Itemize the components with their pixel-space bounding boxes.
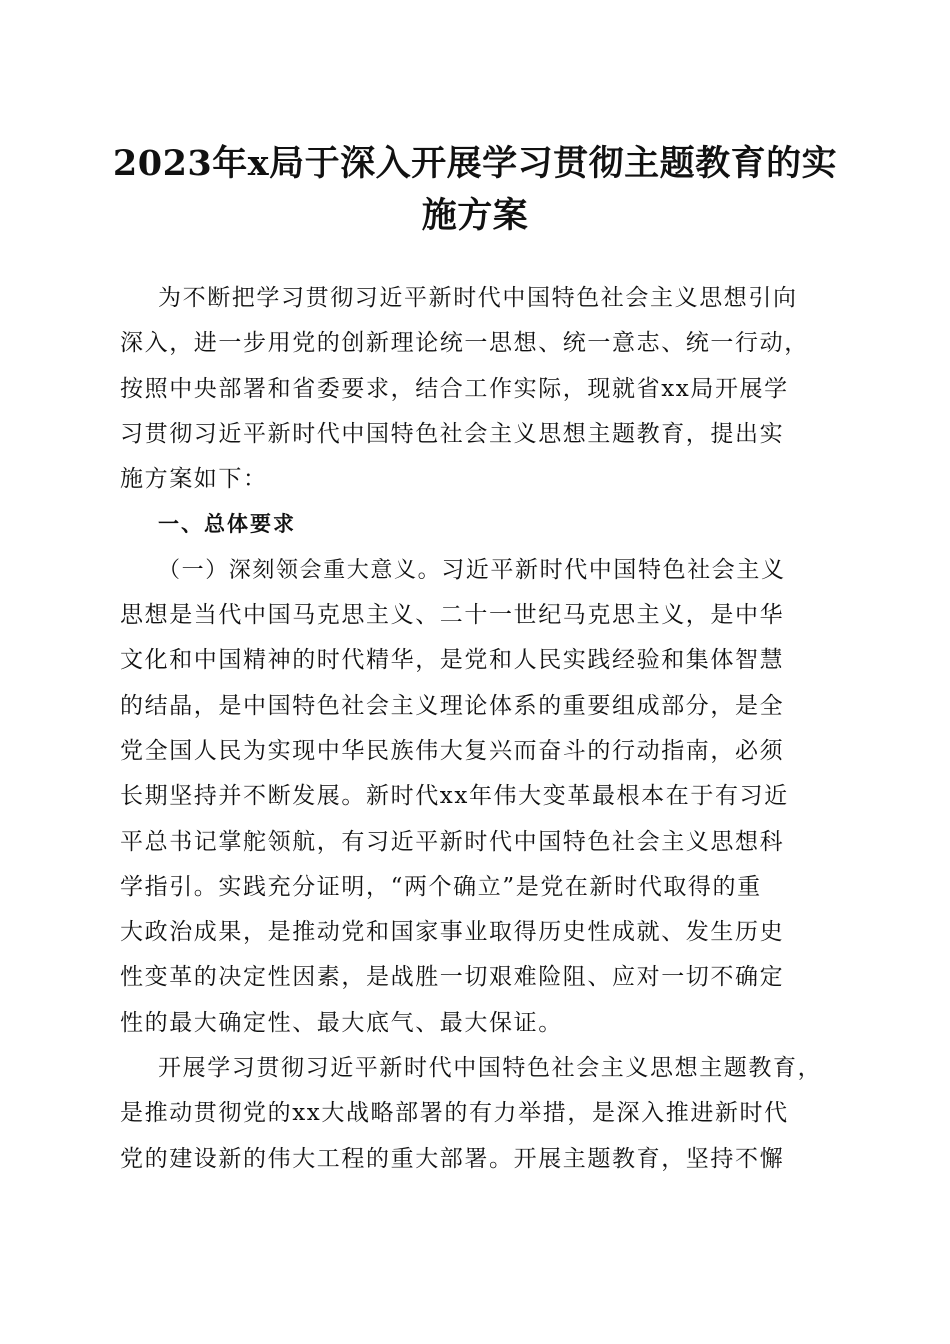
subsection-1-line-5: 党全国人民为实现中华民族伟大复兴而奋斗的行动指南，必须	[120, 737, 785, 764]
intro-line-3: 按照中央部署和省委要求，结合工作实际，现就省xx局开展学	[120, 375, 789, 402]
document-title	[100, 138, 850, 242]
subsection-1-label: （一）深刻领会重大意义。	[158, 557, 442, 583]
intro-line-5: 施方案如下：	[120, 466, 268, 493]
subsection-1-first-line	[120, 548, 832, 593]
intro-line-4: 习贯彻习近平新时代中国特色社会主义思想主题教育，提出实	[120, 420, 785, 447]
title-line-1: 2023年x局于深入开展学习贯彻主题教育的实	[112, 143, 838, 184]
subsection-1-first-rest: 习近平新时代中国特色社会主义	[441, 556, 786, 583]
title-line-2: 施方案	[421, 195, 529, 236]
subsection-1-line-10: 性变革的决定性因素，是战胜一切艰难险阻、应对一切不确定	[120, 964, 785, 991]
para-2-line-2: 是推动贯彻党的xx大战略部署的有力举措，是深入推进新时代	[120, 1100, 789, 1127]
document-body	[120, 276, 832, 1182]
intro-line-1: 为不断把学习贯彻习近平新时代中国特色社会主义思想引向	[158, 285, 798, 311]
subsection-1-line-2: 思想是当代中国马克思主义、二十一世纪马克思主义，是中华	[120, 602, 785, 629]
subsection-1-line-7: 平总书记掌舵领航，有习近平新时代中国特色社会主义思想科	[120, 828, 785, 855]
intro-line-2: 深入，进一步用党的创新理论统一思想、统一意志、统一行动，	[120, 330, 809, 357]
section-heading-1: 一、总体要求	[158, 512, 296, 537]
subsection-1-line-11: 性的最大确定性、最大底气、最大保证。	[120, 1009, 563, 1036]
para-2-line-3: 党的建设新的伟大工程的重大部署。开展主题教育，坚持不懈	[120, 1145, 785, 1172]
subsection-1-line-6: 长期坚持并不断发展。新时代xx年伟大变革最根本在于有习近	[120, 783, 789, 810]
subsection-1-line-8: 学指引。实践充分证明，“两个确立”是党在新时代取得的重	[120, 873, 762, 900]
para-2-line-1: 开展学习贯彻习近平新时代中国特色社会主义思想主题教育，	[158, 1055, 823, 1082]
subsection-1-line-4: 的结晶，是中国特色社会主义理论体系的重要组成部分，是全	[120, 692, 785, 719]
subsection-1-line-3: 文化和中国精神的时代精华，是党和人民实践经验和集体智慧	[120, 647, 785, 674]
subsection-1-line-9: 大政治成果，是推动党和国家事业取得历史性成就、发生历史	[120, 919, 785, 946]
